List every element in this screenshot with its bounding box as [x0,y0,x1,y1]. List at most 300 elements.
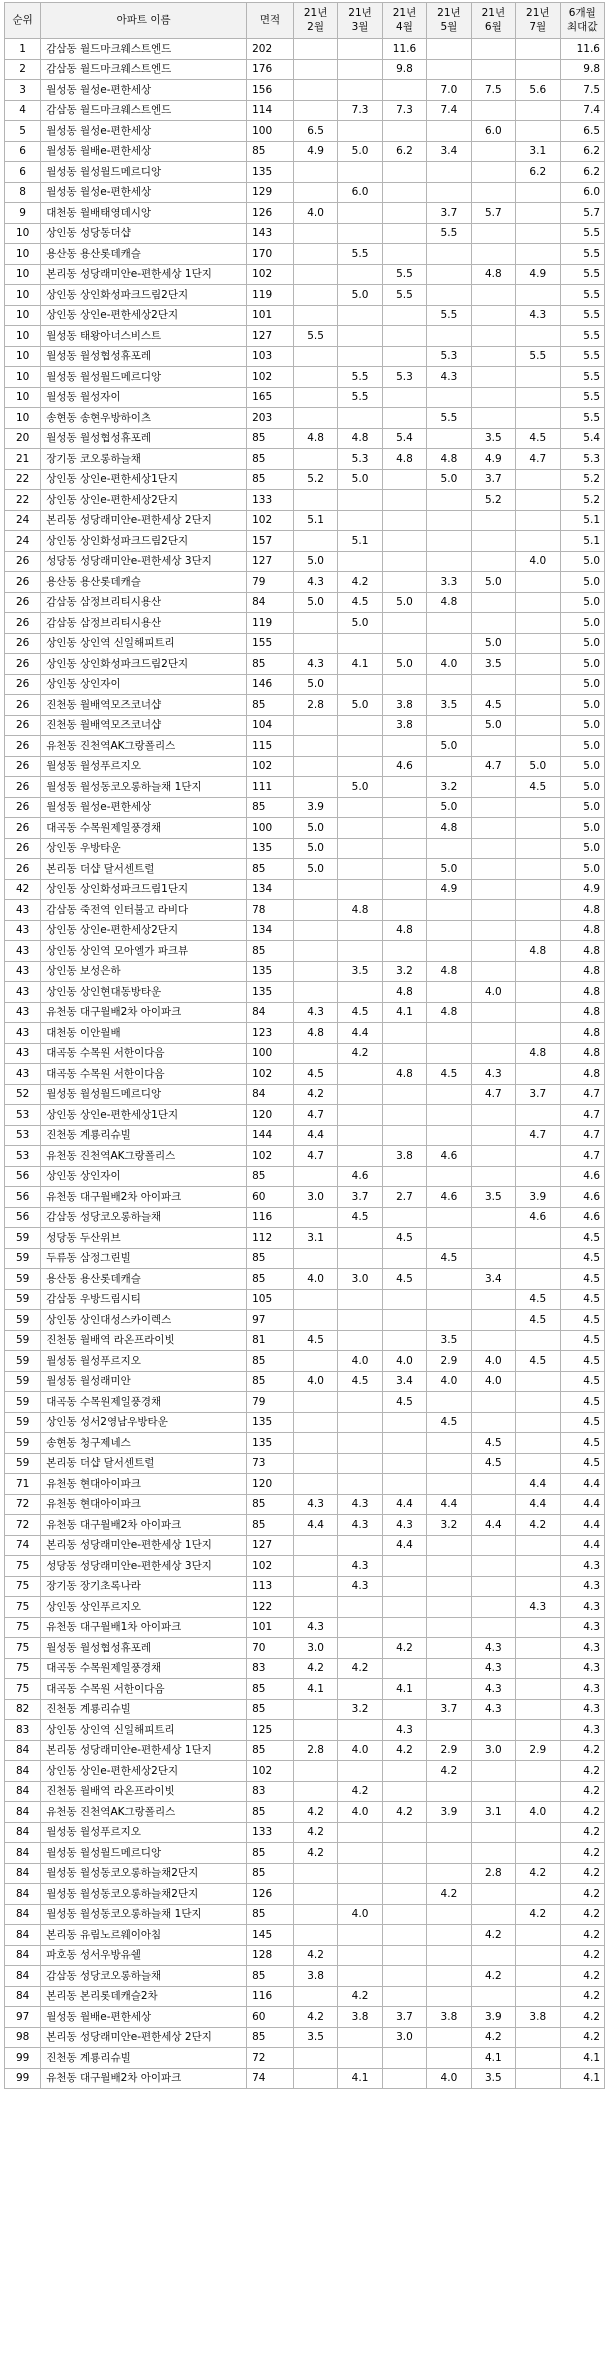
month-2-cell [293,1166,337,1187]
max-value-cell: 5.0 [560,551,605,572]
month-2-cell [293,100,337,121]
month-5-cell: 4.0 [427,2068,471,2089]
apartment-name-cell: 장기동 장기초록나라 [41,1576,247,1597]
month-3-cell [338,818,382,839]
month-3-cell: 4.2 [338,1658,382,1679]
month-3-cell [338,1248,382,1269]
table-row [5,387,605,408]
max-value-cell: 5.5 [560,244,605,265]
rank-cell: 75 [5,1556,41,1577]
rank-cell: 84 [5,1884,41,1905]
month-5-cell [427,1966,471,1987]
month-5-cell [427,1556,471,1577]
max-value-cell: 4.2 [560,1761,605,1782]
month-6-cell: 5.0 [471,633,515,654]
max-value-cell: 5.0 [560,572,605,593]
month-6-cell [471,1043,515,1064]
month-4-cell: 2.7 [382,1187,426,1208]
month-3-cell: 4.2 [338,572,382,593]
month-2-cell [293,879,337,900]
month-7-cell [516,121,560,142]
table-row [5,1064,605,1085]
table-row [5,879,605,900]
month-4-cell [382,1166,426,1187]
month-2-cell [293,39,337,60]
month-5-cell [427,1105,471,1126]
max-value-cell: 4.2 [560,1884,605,1905]
month-2-cell [293,264,337,285]
month-7-cell [516,203,560,224]
month-5-cell [427,1597,471,1618]
month-2-cell [293,1986,337,2007]
max-value-cell: 5.0 [560,859,605,880]
month-6-cell [471,1822,515,1843]
month-3-cell [338,674,382,695]
month-4-cell [382,387,426,408]
apartment-name-cell: 감삼동 월드마크웨스트엔드 [41,39,247,60]
month-6-cell: 4.3 [471,1699,515,1720]
month-2-cell [293,1884,337,1905]
month-2-cell [293,1863,337,1884]
month-5-cell [427,900,471,921]
table-row [5,592,605,613]
rank-cell: 26 [5,592,41,613]
rank-cell: 43 [5,1023,41,1044]
month-3-cell [338,510,382,531]
table-row [5,1863,605,1884]
month-2-cell [293,633,337,654]
apartment-name-cell: 본리동 성당래미안e-편한세상 1단지 [41,1740,247,1761]
month-4-cell: 7.3 [382,100,426,121]
month-4-cell [382,1556,426,1577]
area-cell: 123 [247,1023,294,1044]
max-value-cell: 5.5 [560,367,605,388]
month-7-cell [516,1679,560,1700]
month-2-cell [293,1576,337,1597]
month-4-cell [382,1043,426,1064]
month-7-cell [516,244,560,265]
month-4-cell [382,1843,426,1864]
month-6-cell [471,1228,515,1249]
month-4-cell: 4.5 [382,1392,426,1413]
header-month-3: 21년 3월 [338,3,382,39]
month-3-cell [338,1392,382,1413]
area-cell: 101 [247,1617,294,1638]
month-7-cell: 4.9 [516,264,560,285]
month-7-cell [516,408,560,429]
month-5-cell: 4.2 [427,1884,471,1905]
month-3-cell: 4.2 [338,1986,382,2007]
area-cell: 85 [247,1699,294,1720]
month-2-cell [293,223,337,244]
area-cell: 72 [247,2048,294,2069]
month-2-cell [293,613,337,634]
month-4-cell [382,1822,426,1843]
month-4-cell [382,1453,426,1474]
max-value-cell: 5.2 [560,490,605,511]
month-6-cell: 3.5 [471,1187,515,1208]
apartment-name-cell: 상인동 상인e-편한세상1단지 [41,469,247,490]
max-value-cell: 4.8 [560,1002,605,1023]
table-row [5,941,605,962]
month-2-cell [293,59,337,80]
month-2-cell: 4.2 [293,1822,337,1843]
rank-cell: 26 [5,859,41,880]
apartment-name-cell: 송현동 청구제네스 [41,1433,247,1454]
month-6-cell [471,961,515,982]
apartment-name-cell: 유천동 대구월배2차 아이파크 [41,1187,247,1208]
area-cell: 85 [247,654,294,675]
month-6-cell: 3.7 [471,469,515,490]
apartment-name-cell: 감삼동 우방드림시티 [41,1289,247,1310]
month-4-cell: 3.4 [382,1371,426,1392]
max-value-cell: 4.8 [560,1023,605,1044]
month-2-cell [293,756,337,777]
apartment-name-cell: 본리동 성당래미안e-편한세상 1단지 [41,1535,247,1556]
month-7-cell [516,1822,560,1843]
month-6-cell: 4.2 [471,2027,515,2048]
month-5-cell: 3.5 [427,1330,471,1351]
max-value-cell: 5.0 [560,654,605,675]
month-4-cell [382,121,426,142]
month-3-cell: 4.0 [338,1740,382,1761]
month-2-cell [293,1433,337,1454]
month-5-cell [427,244,471,265]
month-4-cell: 11.6 [382,39,426,60]
month-4-cell: 4.5 [382,1228,426,1249]
rank-cell: 26 [5,551,41,572]
month-6-cell [471,613,515,634]
month-6-cell [471,531,515,552]
month-3-cell: 5.0 [338,777,382,798]
table-row [5,1679,605,1700]
month-4-cell: 4.8 [382,449,426,470]
table-row [5,1904,605,1925]
month-2-cell: 5.0 [293,551,337,572]
month-5-cell: 5.0 [427,859,471,880]
month-4-cell [382,838,426,859]
area-cell: 111 [247,777,294,798]
month-5-cell: 4.8 [427,961,471,982]
table-row [5,859,605,880]
month-5-cell [427,1474,471,1495]
month-4-cell [382,510,426,531]
month-4-cell: 4.2 [382,1740,426,1761]
rank-cell: 84 [5,1863,41,1884]
month-3-cell: 3.0 [338,1269,382,1290]
month-7-cell [516,1884,560,1905]
month-4-cell [382,531,426,552]
month-6-cell: 4.3 [471,1638,515,1659]
max-value-cell: 5.5 [560,408,605,429]
month-4-cell: 4.5 [382,1269,426,1290]
rank-cell: 10 [5,367,41,388]
rank-cell: 84 [5,1802,41,1823]
area-cell: 202 [247,39,294,60]
max-value-cell: 4.2 [560,1781,605,1802]
month-3-cell: 7.3 [338,100,382,121]
area-cell: 85 [247,1904,294,1925]
month-2-cell [293,1699,337,1720]
max-value-cell: 4.2 [560,1863,605,1884]
apartment-name-cell: 월성동 월성래미안 [41,1371,247,1392]
month-7-cell [516,326,560,347]
rank-cell: 59 [5,1330,41,1351]
month-5-cell: 4.4 [427,1494,471,1515]
month-5-cell [427,982,471,1003]
apartment-name-cell: 상인동 성당동더샵 [41,223,247,244]
month-2-cell [293,900,337,921]
month-4-cell [382,1412,426,1433]
month-5-cell [427,1310,471,1331]
area-cell: 73 [247,1453,294,1474]
month-5-cell: 3.7 [427,203,471,224]
month-4-cell: 3.8 [382,1146,426,1167]
max-value-cell: 4.4 [560,1474,605,1495]
month-6-cell [471,244,515,265]
month-7-cell [516,469,560,490]
table-row [5,633,605,654]
month-7-cell [516,1023,560,1044]
month-7-cell [516,982,560,1003]
month-7-cell: 5.6 [516,80,560,101]
month-6-cell: 4.5 [471,695,515,716]
area-cell: 85 [247,1371,294,1392]
area-cell: 102 [247,367,294,388]
month-5-cell [427,2027,471,2048]
rank-cell: 6 [5,141,41,162]
month-4-cell: 4.3 [382,1720,426,1741]
month-6-cell [471,1248,515,1269]
month-2-cell [293,1925,337,1946]
month-4-cell: 3.2 [382,961,426,982]
month-6-cell [471,346,515,367]
month-4-cell: 3.8 [382,695,426,716]
month-7-cell: 3.7 [516,1084,560,1105]
month-7-cell [516,1453,560,1474]
max-value-cell: 6.2 [560,162,605,183]
apartment-name-cell: 감삼동 삼정브리티시용산 [41,613,247,634]
table-row [5,982,605,1003]
month-7-cell [516,1986,560,2007]
max-value-cell: 4.3 [560,1679,605,1700]
month-2-cell [293,1351,337,1372]
month-5-cell: 4.3 [427,367,471,388]
month-5-cell: 7.0 [427,80,471,101]
month-6-cell [471,1392,515,1413]
area-cell: 85 [247,941,294,962]
rank-cell: 43 [5,982,41,1003]
max-value-cell: 4.2 [560,1925,605,1946]
month-3-cell: 4.0 [338,1904,382,1925]
table-row [5,449,605,470]
month-2-cell [293,285,337,306]
month-5-cell [427,1289,471,1310]
apartment-name-cell: 감삼동 삼정브리티시용산 [41,592,247,613]
month-5-cell: 3.2 [427,1515,471,1536]
rank-cell: 24 [5,510,41,531]
month-5-cell: 4.0 [427,654,471,675]
table-row [5,1474,605,1495]
month-3-cell: 5.5 [338,244,382,265]
month-4-cell [382,1248,426,1269]
rank-cell: 83 [5,1720,41,1741]
month-3-cell [338,39,382,60]
rank-cell: 59 [5,1371,41,1392]
month-2-cell [293,1474,337,1495]
month-2-cell: 4.7 [293,1146,337,1167]
rank-cell: 59 [5,1269,41,1290]
table-row [5,1802,605,1823]
month-2-cell [293,182,337,203]
table-row [5,1658,605,1679]
max-value-cell: 5.0 [560,756,605,777]
month-5-cell [427,674,471,695]
ranking-table-container [4,2,605,2089]
month-7-cell: 4.8 [516,1043,560,1064]
month-5-cell [427,1863,471,1884]
month-5-cell [427,1228,471,1249]
table-row [5,1002,605,1023]
max-value-cell: 4.8 [560,941,605,962]
table-row [5,1084,605,1105]
month-3-cell [338,1064,382,1085]
table-row [5,1269,605,1290]
month-4-cell [382,1433,426,1454]
month-4-cell [382,80,426,101]
month-6-cell [471,408,515,429]
area-cell: 122 [247,1597,294,1618]
area-cell: 85 [247,428,294,449]
month-3-cell [338,1433,382,1454]
table-row [5,797,605,818]
month-2-cell: 4.3 [293,1617,337,1638]
apartment-name-cell: 상인동 상인e-편한세상2단지 [41,920,247,941]
month-6-cell: 4.3 [471,1064,515,1085]
month-3-cell [338,1863,382,1884]
header-month-2: 21년 2월 [293,3,337,39]
month-4-cell [382,797,426,818]
rank-cell: 72 [5,1515,41,1536]
month-6-cell [471,879,515,900]
max-value-cell: 4.2 [560,2027,605,2048]
rank-cell: 43 [5,1043,41,1064]
month-6-cell [471,367,515,388]
area-cell: 165 [247,387,294,408]
apartment-name-cell: 유천동 대구월배2차 아이파크 [41,1002,247,1023]
month-7-cell [516,1781,560,1802]
month-5-cell: 4.9 [427,879,471,900]
apartment-name-cell: 대천동 이안월배 [41,1023,247,1044]
apartment-name-cell: 본리동 성당래미안e-편한세상 1단지 [41,264,247,285]
month-6-cell [471,510,515,531]
rank-cell: 56 [5,1166,41,1187]
month-7-cell [516,1002,560,1023]
rank-cell: 84 [5,1781,41,1802]
month-2-cell [293,162,337,183]
month-6-cell: 4.8 [471,264,515,285]
max-value-cell: 4.1 [560,2048,605,2069]
max-value-cell: 4.5 [560,1351,605,1372]
max-value-cell: 7.4 [560,100,605,121]
month-2-cell: 3.9 [293,797,337,818]
month-3-cell: 5.5 [338,367,382,388]
month-5-cell [427,1925,471,1946]
month-3-cell: 5.0 [338,469,382,490]
area-cell: 97 [247,1310,294,1331]
header-month-4: 21년 4월 [382,3,426,39]
month-2-cell: 5.5 [293,326,337,347]
month-6-cell [471,1597,515,1618]
month-2-cell [293,1412,337,1433]
rank-cell: 71 [5,1474,41,1495]
month-3-cell [338,1638,382,1659]
month-3-cell [338,264,382,285]
apartment-name-cell: 대곡동 수목원 서한이다음 [41,1064,247,1085]
area-cell: 170 [247,244,294,265]
month-7-cell: 2.9 [516,1740,560,1761]
max-value-cell: 5.0 [560,838,605,859]
month-2-cell: 4.2 [293,1802,337,1823]
month-5-cell [427,613,471,634]
table-row [5,408,605,429]
area-cell: 133 [247,490,294,511]
max-value-cell: 5.2 [560,469,605,490]
month-3-cell [338,1884,382,1905]
month-7-cell: 4.5 [516,777,560,798]
rank-cell: 75 [5,1679,41,1700]
month-6-cell [471,39,515,60]
month-6-cell: 4.9 [471,449,515,470]
apartment-ranking-table [4,2,605,2089]
month-6-cell: 3.5 [471,654,515,675]
rank-cell: 10 [5,346,41,367]
table-body [5,39,605,2089]
month-6-cell [471,1781,515,1802]
apartment-name-cell: 상인동 상인e-편한세상1단지 [41,1105,247,1126]
rank-cell: 9 [5,203,41,224]
table-row [5,182,605,203]
apartment-name-cell: 진천동 계룡리슈빌 [41,1699,247,1720]
month-7-cell [516,633,560,654]
month-3-cell [338,346,382,367]
month-4-cell [382,1597,426,1618]
month-2-cell: 4.3 [293,572,337,593]
table-row [5,1023,605,1044]
header-six-month-max: 6개월 최대값 [560,3,605,39]
month-4-cell [382,879,426,900]
month-6-cell [471,941,515,962]
month-3-cell [338,1966,382,1987]
apartment-name-cell: 본리동 성당래미안e-편한세상 2단지 [41,2027,247,2048]
month-5-cell: 3.8 [427,2007,471,2028]
month-5-cell [427,59,471,80]
apartment-name-cell: 상인동 상인e-편한세상2단지 [41,1761,247,1782]
apartment-name-cell: 상인동 상인e-편한세상2단지 [41,305,247,326]
area-cell: 85 [247,1843,294,1864]
month-3-cell: 4.3 [338,1494,382,1515]
table-row [5,1515,605,1536]
month-3-cell: 4.1 [338,654,382,675]
table-row [5,1412,605,1433]
month-2-cell: 3.0 [293,1638,337,1659]
month-5-cell: 4.5 [427,1248,471,1269]
max-value-cell: 4.3 [560,1699,605,1720]
area-cell: 102 [247,1556,294,1577]
month-7-cell: 6.2 [516,162,560,183]
month-5-cell [427,510,471,531]
month-6-cell [471,777,515,798]
